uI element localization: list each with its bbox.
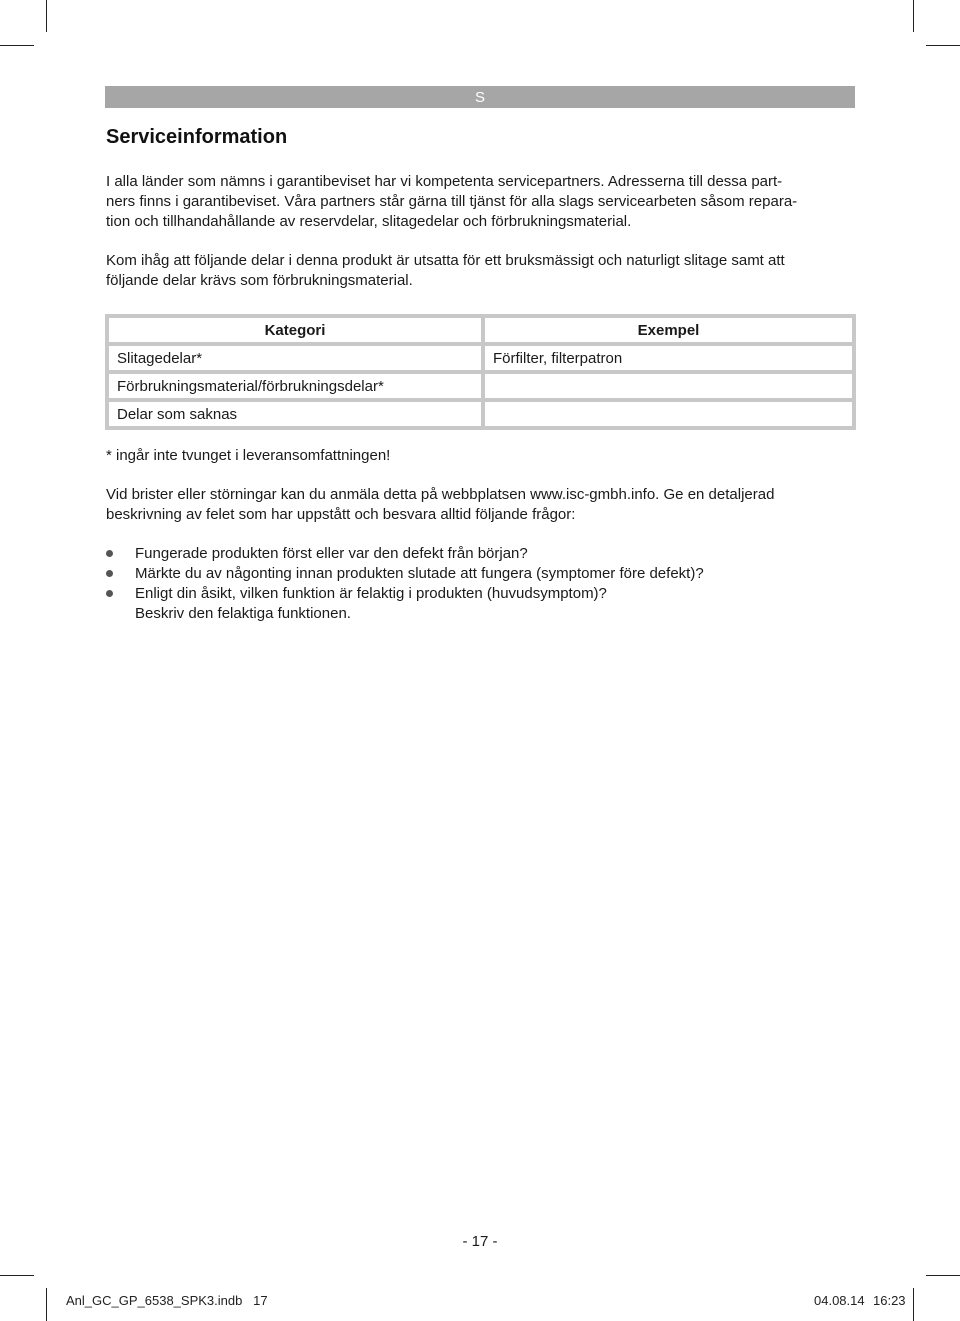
example-cell [483,372,854,400]
question-list [106,544,704,624]
wear-note-paragraph [106,251,851,291]
language-bar [105,86,855,108]
category-cell: Förbrukningsmaterial/förbrukningsdelar* [107,372,483,400]
category-table [105,314,856,430]
footer-file-name: Anl_GC_GP_6538_SPK3.indb 17 [66,1293,268,1308]
crop-mark [926,45,960,46]
example-cell: Förfilter, filterpatron [483,344,854,372]
table-row [107,400,854,428]
page-title: Serviceinformation [106,126,288,148]
list-item [106,564,704,584]
intro-line: ners finns i garantibeviset. Våra partners står gärna till tjänst för alla slags servicearbeten såsom repara- [106,193,798,210]
report-paragraph [106,485,851,525]
column-header-example: Exempel [483,316,854,344]
list-item [106,584,704,624]
wear-note-line: Kom ihåg att följande delar i denna produkt är utsatta för ett bruksmässigt och naturligt slitage samt att [106,252,785,269]
report-line: Vid brister eller störningar kan du anmäla detta på webbplatsen www.isc-gmbh.info. Ge en detaljerad [106,486,775,503]
footnote-text: * ingår inte tvunget i leveransomfattningen! [106,447,391,464]
page-number: - 17 - [462,1233,498,1250]
language-code: S [474,88,485,106]
question-followup: Beskriv den felaktiga funktionen. [135,605,351,622]
table-header-row [107,316,854,344]
intro-line: tion och tillhandahållande av reservdelar, slitagedelar och förbrukningsmaterial. [106,213,632,230]
column-header-category: Kategori [107,316,483,344]
crop-mark [926,1275,960,1276]
footer-time: 16:23 [873,1293,906,1308]
category-cell: Slitagedelar* [107,344,483,372]
category-cell: Delar som saknas [107,400,483,428]
question-text: Märkte du av någonting innan produkten slutade att fungera (symptomer före defekt)? [135,565,704,582]
crop-mark [46,0,47,32]
example-cell [483,400,854,428]
wear-note-line: följande delar krävs som förbrukningsmaterial. [106,272,413,289]
crop-mark [913,0,914,32]
footnote [106,446,851,466]
table-row [107,344,854,372]
bullet-icon [106,570,113,577]
crop-mark [913,1288,914,1321]
question-text: Fungerade produkten först eller var den defekt från början? [135,545,528,562]
footer-date: 04.08.14 [814,1293,865,1308]
bullet-icon [106,550,113,557]
list-item [106,544,704,564]
intro-line: I alla länder som nämns i garantibeviset har vi kompetenta servicepartners. Adresserna till dessa part- [106,173,783,190]
crop-mark [46,1288,47,1321]
crop-mark [0,1275,34,1276]
table-row [107,372,854,400]
report-line: beskrivning av felet som har uppstått och besvara alltid följande frågor: [106,506,576,523]
bullet-icon [106,590,113,597]
crop-mark [0,45,34,46]
intro-paragraph [106,172,851,232]
question-text: Enligt din åsikt, vilken funktion är felaktig i produkten (huvudsymptom)? [135,585,607,602]
